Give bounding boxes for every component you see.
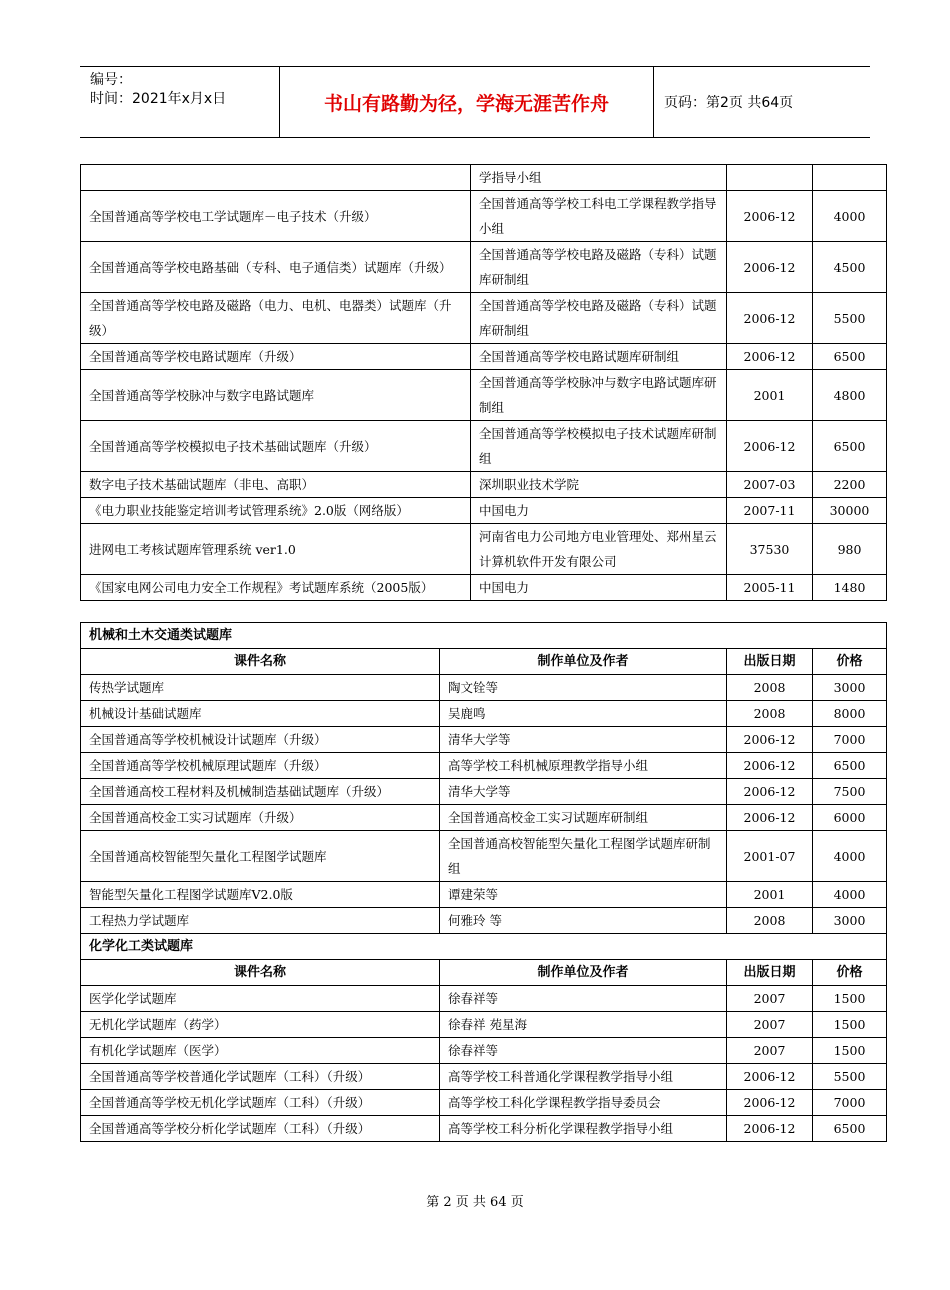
- table-row: [81, 727, 887, 753]
- col-header-price: 价格: [813, 960, 887, 986]
- cell-author: 全国普通高等学校电路及磁路（专科）试题库研制组: [471, 293, 727, 344]
- table-row: [81, 472, 887, 498]
- cell-date: 2006-12: [727, 805, 813, 831]
- table-row: [81, 753, 887, 779]
- cell-name: 《国家电网公司电力安全工作规程》考试题库系统（2005版）: [81, 575, 471, 601]
- cell-author: 高等学校工科化学课程教学指导委员会: [440, 1090, 727, 1116]
- cell-author: 何雅玲 等: [440, 908, 727, 934]
- cell-name: 全国普通高等学校分析化学试题库（工科）（升级）: [81, 1116, 440, 1142]
- cell-name: 全国普通高等学校机械原理试题库（升级）: [81, 753, 440, 779]
- cell-date: 2006-12: [727, 191, 813, 242]
- cell-date: 2007: [727, 986, 813, 1012]
- cell-name: 全国普通高等学校电工学试题库－电子技术（升级）: [81, 191, 471, 242]
- page-label: 页码：第2页 共64页: [664, 95, 794, 111]
- col-header-author: 制作单位及作者: [440, 960, 727, 986]
- courseware-table: [80, 622, 887, 1142]
- cell-author: 全国普通高校智能型矢量化工程图学试题库研制组: [440, 831, 727, 882]
- cell-name: 全国普通高等学校电路试题库（升级）: [81, 344, 471, 370]
- col-header-price: 价格: [813, 649, 887, 675]
- cell-name: 全国普通高校金工实习试题库（升级）: [81, 805, 440, 831]
- table-row: [81, 1064, 887, 1090]
- cell-price: 4000: [813, 191, 887, 242]
- cell-date: 2006-12: [727, 293, 813, 344]
- cell-date: 2007-11: [727, 498, 813, 524]
- cell-author: 全国普通高等学校工科电工学课程教学指导小组: [471, 191, 727, 242]
- table-row: [81, 370, 887, 421]
- cell-author: 中国电力: [471, 498, 727, 524]
- table-row: [81, 191, 887, 242]
- cell-author: 清华大学等: [440, 727, 727, 753]
- cell-name: 全国普通高等学校普通化学试题库（工科）（升级）: [81, 1064, 440, 1090]
- cell-name: 全国普通高等学校电路基础（专科、电子通信类）试题库（升级）: [81, 242, 471, 293]
- cell-price: 30000: [813, 498, 887, 524]
- cell-price: 4800: [813, 370, 887, 421]
- cell-name: 全国普通高等学校无机化学试题库（工科）（升级）: [81, 1090, 440, 1116]
- cell-price: 6000: [813, 805, 887, 831]
- cell-name: 进网电工考核试题库管理系统 ver1.0: [81, 524, 471, 575]
- cell-price: 4000: [813, 831, 887, 882]
- electrical-table: [80, 164, 887, 601]
- cell-author: 高等学校工科机械原理教学指导小组: [440, 753, 727, 779]
- table-row: [81, 165, 887, 191]
- cell-date: 2006-12: [727, 727, 813, 753]
- cell-price: [813, 165, 887, 191]
- page-header: [80, 66, 870, 138]
- cell-date: 2001: [727, 882, 813, 908]
- table-row: [81, 986, 887, 1012]
- number-label: 编号：: [90, 72, 132, 88]
- cell-author: 深圳职业技术学院: [471, 472, 727, 498]
- header-row: [81, 649, 887, 675]
- table-row: [81, 1090, 887, 1116]
- cell-price: 980: [813, 524, 887, 575]
- cell-author: 徐春祥等: [440, 986, 727, 1012]
- section-title: 机械和土木交通类试题库: [81, 623, 887, 649]
- col-header-name: 课件名称: [81, 960, 440, 986]
- table-row: [81, 779, 887, 805]
- cell-author: 中国电力: [471, 575, 727, 601]
- cell-name: 传热学试题库: [81, 675, 440, 701]
- section-title: 化学化工类试题库: [81, 934, 887, 960]
- header-row: [81, 960, 887, 986]
- cell-name: 工程热力学试题库: [81, 908, 440, 934]
- cell-name: 无机化学试题库（药学）: [81, 1012, 440, 1038]
- table-row: [81, 242, 887, 293]
- cell-price: 7000: [813, 1090, 887, 1116]
- cell-author: 全国普通高等学校模拟电子技术试题库研制组: [471, 421, 727, 472]
- cell-author: 河南省电力公司地方电业管理处、郑州星云计算机软件开发有限公司: [471, 524, 727, 575]
- cell-name: 全国普通高校工程材料及机械制造基础试题库（升级）: [81, 779, 440, 805]
- cell-date: [727, 165, 813, 191]
- col-header-date: 出版日期: [727, 649, 813, 675]
- cell-price: 3000: [813, 675, 887, 701]
- cell-date: 2001-07: [727, 831, 813, 882]
- cell-price: 1500: [813, 1038, 887, 1064]
- motto: 书山有路勤为径，学海无涯苦作舟: [280, 67, 654, 137]
- cell-author: 清华大学等: [440, 779, 727, 805]
- cell-price: 7500: [813, 779, 887, 805]
- cell-price: 6500: [813, 753, 887, 779]
- table-row: [81, 524, 887, 575]
- table-row: [81, 1038, 887, 1064]
- cell-name: 机械设计基础试题库: [81, 701, 440, 727]
- cell-price: 4000: [813, 882, 887, 908]
- cell-name: [81, 165, 471, 191]
- cell-price: 1500: [813, 1012, 887, 1038]
- table-row: [81, 882, 887, 908]
- cell-price: 8000: [813, 701, 887, 727]
- cell-date: 2006-12: [727, 753, 813, 779]
- time-label: 时间：2021年x月x日: [90, 91, 227, 107]
- cell-author: 全国普通高等学校电路试题库研制组: [471, 344, 727, 370]
- cell-date: 2008: [727, 701, 813, 727]
- col-header-date: 出版日期: [727, 960, 813, 986]
- cell-date: 2006-12: [727, 779, 813, 805]
- cell-date: 2006-12: [727, 1064, 813, 1090]
- cell-author: 高等学校工科普通化学课程教学指导小组: [440, 1064, 727, 1090]
- cell-date: 2007-03: [727, 472, 813, 498]
- table-row: [81, 575, 887, 601]
- cell-name: 全国普通高等学校模拟电子技术基础试题库（升级）: [81, 421, 471, 472]
- cell-date: 2007: [727, 1012, 813, 1038]
- header-meta: [80, 67, 280, 137]
- cell-date: 2008: [727, 908, 813, 934]
- table-row: [81, 293, 887, 344]
- cell-date: 2008: [727, 675, 813, 701]
- table-row: [81, 498, 887, 524]
- cell-price: 7000: [813, 727, 887, 753]
- table-row: [81, 344, 887, 370]
- table-row: [81, 1012, 887, 1038]
- cell-price: 2200: [813, 472, 887, 498]
- cell-author: 学指导小组: [471, 165, 727, 191]
- cell-name: 数字电子技术基础试题库（非电、高职）: [81, 472, 471, 498]
- cell-date: 37530: [727, 524, 813, 575]
- cell-author: 全国普通高等学校电路及磁路（专科）试题库研制组: [471, 242, 727, 293]
- cell-date: 2006-12: [727, 344, 813, 370]
- col-header-name: 课件名称: [81, 649, 440, 675]
- cell-name: 全国普通高等学校电路及磁路（电力、电机、电器类）试题库（升级）: [81, 293, 471, 344]
- cell-name: 医学化学试题库: [81, 986, 440, 1012]
- cell-price: 1480: [813, 575, 887, 601]
- cell-price: 4500: [813, 242, 887, 293]
- table-row: [81, 421, 887, 472]
- cell-name: 全国普通高校智能型矢量化工程图学试题库: [81, 831, 440, 882]
- cell-name: 有机化学试题库（医学）: [81, 1038, 440, 1064]
- cell-author: 徐春祥 苑星海: [440, 1012, 727, 1038]
- cell-author: 谭建荣等: [440, 882, 727, 908]
- cell-price: 6500: [813, 421, 887, 472]
- table-row: [81, 1116, 887, 1142]
- cell-name: 智能型矢量化工程图学试题库V2.0版: [81, 882, 440, 908]
- cell-author: 陶文铨等: [440, 675, 727, 701]
- cell-author: 全国普通高等学校脉冲与数字电路试题库研制组: [471, 370, 727, 421]
- table-row: [81, 908, 887, 934]
- cell-name: 《电力职业技能鉴定培训考试管理系统》2.0版（网络版）: [81, 498, 471, 524]
- cell-date: 2006-12: [727, 1090, 813, 1116]
- cell-name: 全国普通高等学校脉冲与数字电路试题库: [81, 370, 471, 421]
- section-title-row: [81, 623, 887, 649]
- cell-date: 2001: [727, 370, 813, 421]
- cell-name: 全国普通高等学校机械设计试题库（升级）: [81, 727, 440, 753]
- cell-author: 徐春祥等: [440, 1038, 727, 1064]
- table-row: [81, 675, 887, 701]
- cell-date: 2006-12: [727, 1116, 813, 1142]
- table-row: [81, 805, 887, 831]
- cell-price: 6500: [813, 344, 887, 370]
- page-footer: 第 2 页 共 64 页: [426, 1195, 524, 1210]
- cell-author: 全国普通高校金工实习试题库研制组: [440, 805, 727, 831]
- section-title-row: [81, 934, 887, 960]
- cell-date: 2006-12: [727, 242, 813, 293]
- cell-author: 高等学校工科分析化学课程教学指导小组: [440, 1116, 727, 1142]
- cell-price: 1500: [813, 986, 887, 1012]
- cell-date: 2006-12: [727, 421, 813, 472]
- cell-date: 2005-11: [727, 575, 813, 601]
- cell-price: 5500: [813, 293, 887, 344]
- cell-author: 吴鹿鸣: [440, 701, 727, 727]
- col-header-author: 制作单位及作者: [440, 649, 727, 675]
- cell-price: 6500: [813, 1116, 887, 1142]
- table-row: [81, 831, 887, 882]
- table-row: [81, 701, 887, 727]
- cell-price: 3000: [813, 908, 887, 934]
- cell-price: 5500: [813, 1064, 887, 1090]
- cell-date: 2007: [727, 1038, 813, 1064]
